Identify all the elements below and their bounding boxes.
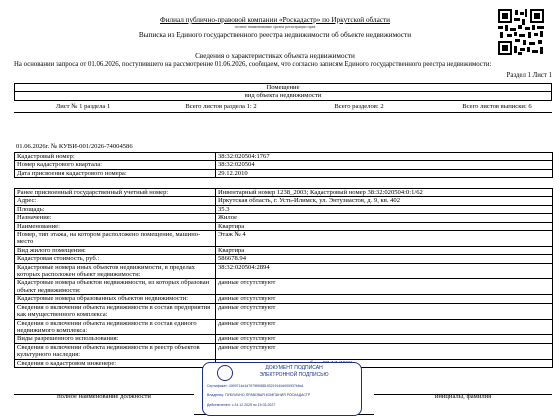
row-label: Кадастровые номера иных объектов недвижимости, в пределах которых расположен объект недвижимости: [15,263,216,279]
stamp-title: ДОКУМЕНТ ПОДПИСАН [265,365,323,371]
document-title: Выписка из Единого государственного реестра недвижимости об объекте недвижимости [138,31,412,39]
detail-row [15,205,553,213]
row-label: Виды разрешенного использования: [15,335,216,343]
detail-row [15,222,553,230]
stamp-valid: Действителен: с 24.12.2025 по 19.03.2027 [207,403,276,407]
stamp-owner: Владелец: ПУБЛИЧНО-ПРАВОВАЯ КОМПАНИЯ РОСКАДАСТР [207,393,311,397]
name-caption: инициалы, фамилия [434,393,492,400]
row-value: 35.3 [216,205,553,213]
row-value: данные отсутствуют [216,343,553,359]
row-label: Номер, тип этажа, на котором расположено помещение, машино-место [15,231,216,247]
e-signature-stamp [202,362,362,416]
identity-row [15,161,553,169]
row-value: Иркутская область, г. Усть-Илимск, ул. Энтузиастов, д. 9, кв. 402 [216,197,553,205]
identity-table [14,152,553,178]
sheet-total-section: Всего листов раздела 1: 2 [185,103,257,110]
row-label: Сведения о включении объекта недвижимости в состав предприятия как имущественного комплекса: [15,303,216,319]
detail-row [15,197,553,205]
detail-row [15,255,553,263]
detail-row [15,189,553,197]
row-label: Наименование: [15,222,216,230]
detail-row [15,214,553,222]
row-label: Кадастровые номера объектов недвижимости, из которых образован объект недвижимости: [15,279,216,295]
row-value: данные отсутствуют [216,279,553,295]
detail-row [15,343,553,359]
page-info: Раздел 1 Лист 1 [506,72,552,79]
detail-row [15,303,553,319]
detail-row [15,319,553,335]
detail-row [15,231,553,247]
detail-row [15,335,553,343]
details-table [14,188,553,368]
sections-total: Всего разделов: 2 [334,103,384,110]
row-value: Квартира [216,222,553,230]
row-label: Вид жилого помещения: [15,246,216,254]
row-value: данные отсутствуют [216,319,553,335]
object-type-caption: вид объекта недвижимости [15,92,552,100]
qr-code [498,9,544,55]
stamp-certificate: Сертификат: 4399714d1d7979f9088193219140d000937b6a1 [207,384,304,388]
detail-row [15,295,553,303]
row-value: Квартира [216,246,553,254]
row-value: данные отсутствуют [216,335,553,343]
row-value: 38:32:020504:1767 [216,153,553,161]
detail-row [15,246,553,254]
stamp-subtitle: ЭЛЕКТРОННОЙ ПОДПИСЬЮ [259,372,329,378]
detail-row [15,263,553,279]
row-label: Дата присвоения кадастрового номера: [15,169,216,177]
sheet-number: Лист № 1 раздела 1 [55,103,111,110]
sheets-total: Всего листов выписки: 6 [462,103,532,110]
row-value: Инвентарный номер 1238_2003; Кадастровый номер 38:32:020504:0:1/62 [216,189,553,197]
document-number: 01.06.2026г. № КУВИ-001/2026-74004586 [16,143,133,150]
row-label: Сведения о кадастровом инженере: [15,359,216,367]
org-title: Филиал публично-правовой компании «Роскадастр» по Иркутской области [160,16,390,24]
row-label: Площадь: [15,205,216,213]
row-value: 586678.94 [216,255,553,263]
row-label: Кадастровый номер: [15,153,216,161]
row-value: данные отсутствуют [216,303,553,319]
row-label: Кадастровая стоимость, руб.: [15,255,216,263]
row-value: Этаж № 4 [216,231,553,247]
detail-row [15,279,553,295]
row-label: Ранее присвоенный государственный учетный номер: [15,189,216,197]
row-label: Адрес: [15,197,216,205]
object-type-table [14,83,552,101]
row-label: Сведения о включении объекта недвижимости в состав единого недвижимого комплекса: [15,319,216,335]
row-value: 38:32:020504:2894 [216,263,553,279]
position-caption: полное наименование должности [57,393,151,400]
row-value: 29.12.2010 [216,169,553,177]
sheet-info-table [14,103,560,110]
row-value: Жилое [216,214,553,222]
row-label: Кадастровые номера образованных объектов недвижимости: [15,295,216,303]
row-value: 38:32:020504 [216,161,553,169]
section-title: Сведения о характеристиках объекта недвижимости [195,52,355,60]
identity-row [15,153,553,161]
row-label: Сведения о включении объекта недвижимости в реестр объектов культурного наследия: [15,343,216,359]
emblem-icon [217,365,233,381]
request-text: На основании запроса от 01.06.2026, поступившего на рассмотрение 01.06.2026, сообщаем, что согласно записям Единого государственного реестра недвижимости: [14,61,492,68]
row-label: Назначение: [15,214,216,222]
object-type: Помещение [15,84,552,92]
identity-row [15,169,553,177]
org-title-caption: полное наименование органа регистрации прав [234,24,316,29]
row-label: Номер кадастрового квартала: [15,161,216,169]
row-value: данные отсутствуют [216,295,553,303]
